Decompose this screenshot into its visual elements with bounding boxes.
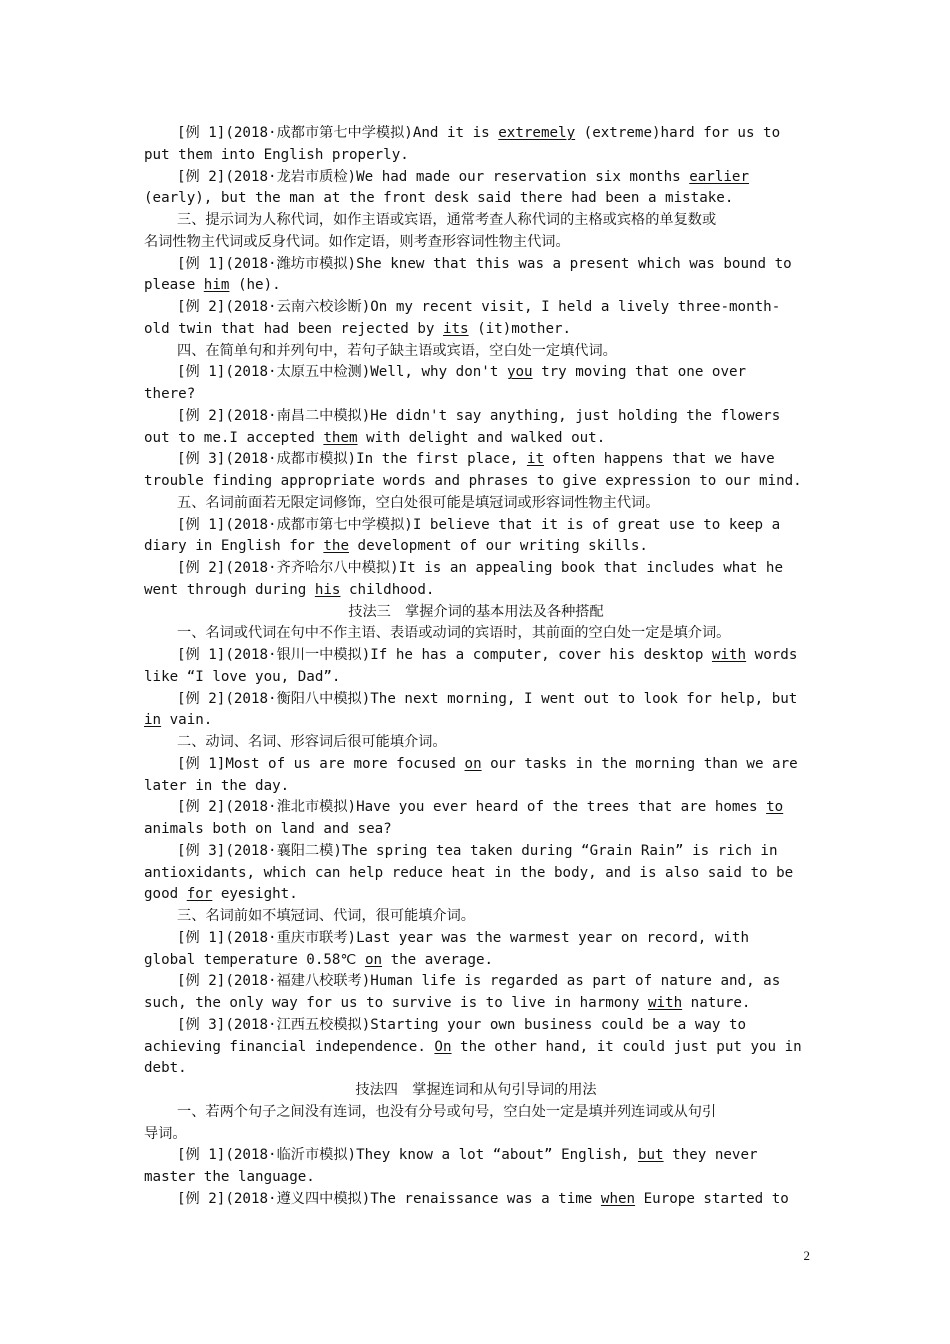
text-line <box>144 1036 808 1058</box>
text-segment: 三、名词前如不填冠词、代词，很可能填介词。 <box>177 908 475 924</box>
text-segment: [例 3](2018·襄阳二模)The spring tea taken during “Grain Rain” is rich in <box>177 842 778 859</box>
answer-word: with <box>647 995 683 1011</box>
text-segment: [例 1](2018·重庆市联考)Last year was the warmest year on record, with <box>177 929 749 946</box>
answer-word: when <box>600 1190 636 1207</box>
text-segment: [例 1]Most of us are more focused <box>177 755 465 772</box>
text-line <box>177 492 808 514</box>
text-segment: Europe started to <box>635 1190 789 1207</box>
text-segment: the average. <box>382 951 494 968</box>
answer-word: on <box>464 755 482 772</box>
text-segment: 一、名词或代词在句中不作主语、表语或动词的宾语时，其前面的空白处一定是填介词。 <box>177 625 731 642</box>
text-line <box>177 557 808 579</box>
text-line <box>144 535 808 557</box>
text-line <box>177 296 808 318</box>
answer-word: him <box>203 277 230 294</box>
text-line <box>144 1057 808 1079</box>
text-segment: later in the day. <box>144 777 290 794</box>
text-segment: animals both on land and sea? <box>144 821 392 837</box>
answer-word: earlier <box>689 168 750 185</box>
answer-word: with <box>711 647 747 663</box>
text-line <box>177 122 808 144</box>
text-segment: the other hand, it could just put you in <box>451 1038 802 1055</box>
text-line <box>144 666 808 688</box>
text-line <box>177 1101 808 1123</box>
text-segment: good <box>144 886 187 903</box>
text-segment: [例 1](2018·成都市第七中学模拟)I believe that it is of great use to keep a <box>177 516 781 533</box>
answer-word: on <box>364 951 383 968</box>
text-segment: trouble finding appropriate words and phrases to give expression to our mind. <box>144 473 802 489</box>
page-number: 2 <box>803 1248 810 1263</box>
text-segment: development of our writing skills. <box>349 538 648 555</box>
text-segment: try moving that one over <box>532 364 747 381</box>
text-line <box>177 1144 808 1166</box>
text-segment: with delight and walked out. <box>357 429 606 446</box>
text-line <box>144 818 808 840</box>
text-segment: 四、在简单句和并列句中，若句子缺主语或宾语，空白处一定填代词。 <box>177 342 617 359</box>
answer-word: On <box>434 1038 452 1055</box>
text-segment: 五、名词前面若无限定词修饰，空白处很可能是填冠词或形容词性物主代词。 <box>177 494 660 511</box>
text-segment: 一、若两个句子之间没有连词，也没有分号或句号，空白处一定是填并列连词或从句引 <box>177 1103 717 1120</box>
answer-word: extremely <box>498 125 576 141</box>
answer-word: the <box>323 538 349 555</box>
text-segment: went through during <box>144 581 315 598</box>
text-segment: words <box>746 647 798 663</box>
text-line <box>144 187 808 209</box>
answer-word: his <box>314 581 341 598</box>
text-segment: they never <box>663 1147 758 1164</box>
text-segment: like “I love you, Dad”. <box>144 668 341 685</box>
text-segment: [例 1](2018·太原五中检测)Well, why don't <box>177 364 507 381</box>
text-segment: [例 2](2018·齐齐哈尔八中模拟)It is an appealing book that includes what he <box>177 560 784 576</box>
text-line <box>144 318 808 340</box>
text-segment: [例 1](2018·临沂市模拟)They know a lot “about” English, <box>177 1147 638 1164</box>
text-segment: [例 1](2018·成都市第七中学模拟)And it is <box>177 125 499 141</box>
text-segment: achieving financial independence. <box>144 1038 435 1055</box>
answer-word: to <box>766 799 784 816</box>
text-segment: [例 2](2018·龙岩市质检)We had made our reservation six months <box>177 168 690 185</box>
text-segment: childhood. <box>340 581 435 598</box>
text-segment: old twin that had been rejected by <box>144 320 443 337</box>
text-segment: [例 3](2018·成都市模拟)In the first place, <box>177 451 527 468</box>
text-segment: there? <box>144 386 196 402</box>
text-line <box>177 731 808 753</box>
text-line <box>144 383 808 405</box>
text-segment: our tasks in the morning than we are <box>481 755 798 772</box>
answer-word: in <box>144 712 162 729</box>
text-segment: [例 2](2018·淮北市模拟)Have you ever heard of the trees that are homes <box>177 799 767 816</box>
answer-word: for <box>186 886 213 903</box>
text-line <box>177 796 808 818</box>
text-segment: please <box>144 277 204 294</box>
text-line <box>177 209 808 231</box>
text-segment: master the language. <box>144 1169 315 1185</box>
text-segment: [例 1](2018·潍坊市模拟)She knew that this was a present which was bound to <box>177 255 792 272</box>
section-heading <box>144 601 808 623</box>
text-line <box>144 992 808 1014</box>
text-segment: diary in English for <box>144 538 324 555</box>
text-line <box>177 1014 808 1036</box>
text-line <box>144 144 808 166</box>
text-line <box>177 361 808 383</box>
text-line <box>177 622 808 644</box>
text-segment: (he). <box>229 277 281 294</box>
text-segment: (early), but the man at the front desk said there had been a mistake. <box>144 190 734 207</box>
text-line <box>177 448 808 470</box>
text-segment: eyesight. <box>212 886 298 903</box>
text-line <box>177 753 808 775</box>
answer-word: you <box>506 364 533 381</box>
text-line <box>144 709 808 731</box>
text-line <box>177 970 808 992</box>
text-line <box>177 405 808 427</box>
text-segment: [例 2](2018·云南六校诊断)On my recent visit, I held a lively three-month- <box>177 299 781 315</box>
text-line <box>144 579 808 601</box>
text-line <box>144 775 808 797</box>
text-line <box>177 514 808 536</box>
text-segment: [例 2](2018·衡阳八中模拟)The next morning, I went out to look for help, but <box>177 690 798 707</box>
text-segment: out to me.I accepted <box>144 429 324 446</box>
text-segment: [例 2](2018·南昌二中模拟)He didn't say anything, just holding the flowers <box>177 407 781 424</box>
text-line <box>144 949 808 971</box>
answer-word: but <box>637 1147 664 1164</box>
text-segment: often happens that we have <box>544 451 775 468</box>
text-segment: such, the only way for us to survive is to live in harmony <box>144 995 648 1011</box>
text-line <box>177 340 808 362</box>
text-line <box>177 253 808 275</box>
text-segment: (it)mother. <box>468 320 572 337</box>
text-line <box>177 927 808 949</box>
text-line <box>144 231 808 253</box>
text-segment: 导词。 <box>144 1125 187 1142</box>
text-line <box>144 862 808 884</box>
text-line <box>177 840 808 862</box>
text-line <box>144 470 808 492</box>
answer-word: them <box>323 429 358 446</box>
text-segment: 技法三 掌握介词的基本用法及各种搭配 <box>348 603 604 620</box>
text-segment: nature. <box>682 995 751 1011</box>
answer-word: it <box>526 451 545 468</box>
text-segment: global temperature 0.58℃ <box>144 951 365 968</box>
text-segment: [例 3](2018·江西五校模拟)Starting your own business could be a way to <box>177 1016 747 1033</box>
text-segment: [例 2](2018·遵义四中模拟)The renaissance was a time <box>177 1190 601 1207</box>
text-line <box>177 905 808 927</box>
section-heading <box>144 1079 808 1101</box>
text-segment: antioxidants, which can help reduce heat in the body, and is also said to be <box>144 864 794 881</box>
text-segment: 二、动词、名词、形容词后很可能填介词。 <box>177 734 447 750</box>
text-segment: 技法四 掌握连词和从句引导词的用法 <box>355 1082 597 1098</box>
text-segment: put them into English properly. <box>144 146 409 163</box>
text-line <box>144 427 808 449</box>
text-segment: vain. <box>161 712 213 729</box>
text-segment: debt. <box>144 1060 187 1077</box>
text-line <box>177 1188 808 1210</box>
text-line <box>144 274 808 296</box>
answer-word: its <box>442 320 469 337</box>
text-segment: [例 1](2018·银川一中模拟)If he has a computer, cover his desktop <box>177 647 712 663</box>
text-segment: 三、提示词为人称代词，如作主语或宾语，通常考查人称代词的主格或宾格的单复数或 <box>177 212 717 228</box>
text-line <box>144 883 808 905</box>
text-line <box>177 644 808 666</box>
text-segment: [例 2](2018·福建八校联考)Human life is regarded as part of nature and, as <box>177 973 781 990</box>
text-line <box>177 166 808 188</box>
text-line <box>144 1123 808 1145</box>
text-line <box>177 688 808 710</box>
text-line <box>144 1166 808 1188</box>
text-segment: (extreme)hard for us to <box>575 125 781 141</box>
text-segment: 名词性物主代词或反身代词。如作定语，则考查形容词性物主代词。 <box>144 233 570 250</box>
